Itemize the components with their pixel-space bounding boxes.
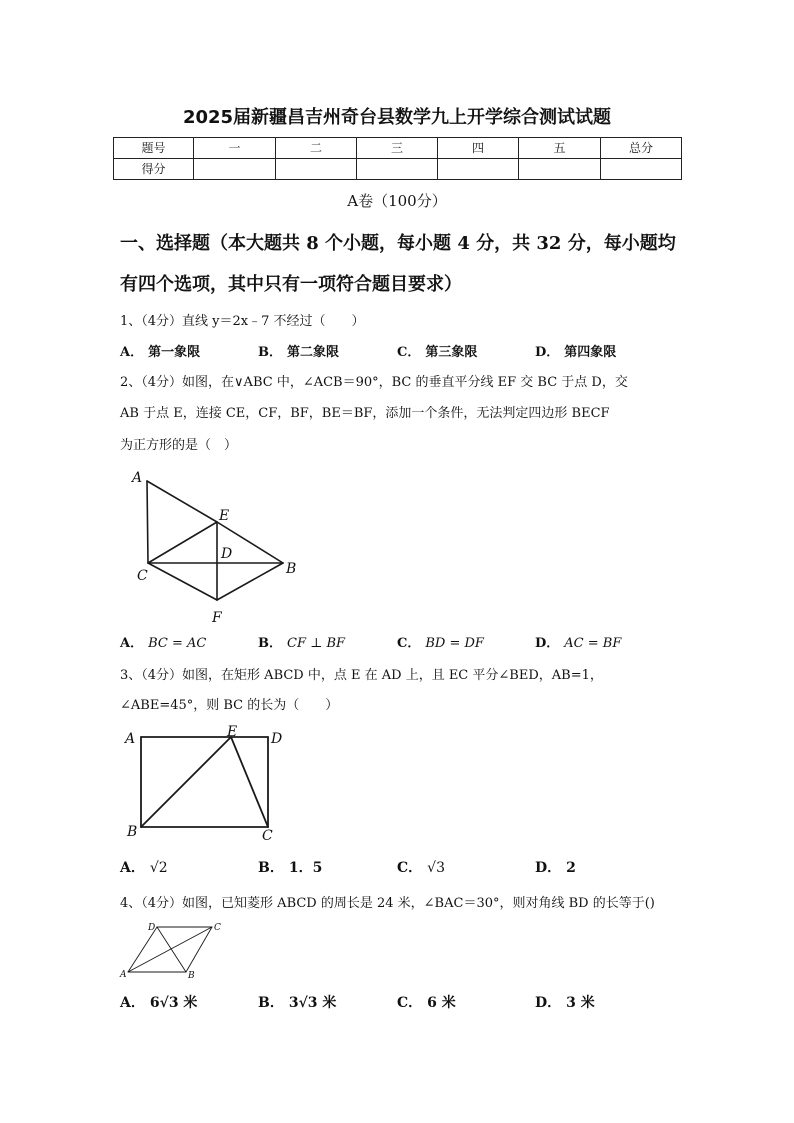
table-header-cell: 三 (357, 138, 438, 159)
option-label: A． (120, 636, 144, 651)
segment-a-c (147, 481, 148, 563)
score-cell (357, 159, 438, 180)
question-2-text-line-1: 2、（4分）如图，在∨ABC 中，∠ACB＝90°，BC 的垂直平分线 EF 交 BC 于点 D，交 (120, 375, 628, 390)
score-cell (276, 159, 357, 180)
option-label: C． (397, 345, 421, 360)
score-cell (601, 159, 682, 180)
option-label: A． (120, 860, 145, 876)
option-text: 6 米 (427, 995, 456, 1011)
segment-e-c (231, 737, 268, 827)
option-label: D． (535, 995, 562, 1011)
question-3-text-line-2: ∠ABE=45°，则 BC 的长为（ ） (120, 698, 339, 713)
question-1-option-a (120, 344, 200, 362)
question-2-option-b (258, 635, 345, 653)
question-2-text-line-3: 为正方形的是（ ） (120, 438, 238, 453)
option-text: 2 (566, 860, 576, 876)
option-text: √2 (149, 860, 168, 876)
segment-c-f (148, 563, 217, 600)
option-text: 1．5 (288, 860, 323, 876)
option-text: CF ⊥ BF (287, 636, 346, 651)
question-2-figure (118, 465, 303, 630)
option-text: √3 (427, 860, 445, 876)
point-label-c: C (262, 828, 273, 844)
question-4-figure (116, 915, 226, 983)
segment-a-d (128, 927, 157, 972)
question-3-text-line-1: 3、（4分）如图，在矩形 ABCD 中，点 E 在 AD 上，且 EC 平分∠BED，AB=1， (120, 668, 603, 683)
point-label-b: B (127, 824, 138, 840)
question-1-option-b (258, 344, 339, 362)
option-text: AC = BF (564, 636, 622, 651)
option-text: 第二象限 (287, 345, 340, 360)
option-text: BC = AC (148, 636, 207, 651)
part-heading-line-2: 有四个选项，其中只有一项符合题目要求） (120, 274, 462, 295)
section-title: A卷（100分） (347, 192, 447, 210)
point-label-b: B (188, 971, 195, 981)
table-header-cell: 五 (519, 138, 601, 159)
option-text: 3√3 米 (288, 995, 337, 1011)
score-row-label: 得分 (114, 159, 194, 180)
option-label: B． (258, 995, 284, 1011)
point-label-d: D (148, 923, 156, 933)
option-label: B． (258, 636, 282, 651)
question-4-option-a (120, 994, 197, 1012)
point-label-c: C (137, 568, 148, 584)
table-header-cell: 四 (438, 138, 519, 159)
question-2-option-a (120, 635, 206, 653)
option-label: D． (535, 345, 560, 360)
option-label: C． (397, 860, 423, 876)
option-label: A． (120, 995, 145, 1011)
question-4-option-d (535, 994, 595, 1012)
option-label: D． (535, 860, 562, 876)
table-header-cell: 二 (276, 138, 357, 159)
score-table-header-row (114, 138, 682, 159)
diagonal-d-b (157, 927, 186, 972)
segment-a-e (147, 481, 217, 522)
point-label-d: D (271, 731, 283, 747)
question-2-text-line-2: AB 于点 E，连接 CE，CF，BF，BE＝BF，添加一个条件，无法判定四边形 BECF (120, 406, 610, 421)
point-label-a: A (120, 970, 127, 980)
question-3-option-d (535, 859, 576, 877)
question-3-figure (120, 722, 285, 844)
segment-c-e (148, 522, 217, 563)
option-label: C． (397, 995, 423, 1011)
table-header-cell: 总分 (601, 138, 682, 159)
option-label: B． (258, 860, 284, 876)
option-text: 3 米 (566, 995, 595, 1011)
question-2-option-d (535, 635, 621, 653)
point-label-b: B (286, 561, 297, 577)
exam-title: 2025届新疆昌吉州奇台县数学九上开学综合测试试题 (182, 107, 612, 128)
part-heading-line-1: 一、选择题（本大题共 8 个小题，每小题 4 分，共 32 分，每小题均 (120, 233, 676, 254)
option-label: D． (535, 636, 560, 651)
question-1-text: 1、（4分）直线 y＝2x﹣7 不经过（ ） (120, 314, 365, 329)
score-table-score-row (114, 159, 682, 180)
question-3-option-c (397, 859, 445, 877)
point-label-d: D (221, 546, 233, 562)
question-2-option-c (397, 635, 484, 653)
score-cell (194, 159, 276, 180)
option-label: B． (258, 345, 282, 360)
point-label-e: E (227, 724, 238, 740)
option-text: 第三象限 (425, 345, 478, 360)
question-1-option-c (397, 344, 477, 362)
option-label: C． (397, 636, 421, 651)
question-4-option-b (258, 994, 336, 1012)
point-label-e: E (219, 508, 230, 524)
question-4-text: 4、（4分）如图，已知菱形 ABCD 的周长是 24 米，∠BAC＝30°，则对角线 BD 的长等于() (120, 896, 655, 911)
question-3-option-a (120, 859, 168, 877)
option-text: 第四象限 (564, 345, 617, 360)
option-text: 6√3 米 (149, 995, 198, 1011)
point-label-f: F (212, 610, 222, 626)
option-text: BD = DF (425, 636, 484, 651)
question-4-option-c (397, 994, 456, 1012)
table-header-label: 题号 (114, 138, 194, 159)
segment-f-b (217, 563, 283, 600)
table-header-cell: 一 (194, 138, 276, 159)
option-text: 第一象限 (148, 345, 201, 360)
option-label: A． (120, 345, 144, 360)
question-3-option-b (258, 859, 322, 877)
point-label-a: A (125, 731, 136, 747)
segment-b-e (141, 737, 231, 827)
point-label-c: C (214, 923, 221, 933)
score-table (113, 137, 682, 180)
score-cell (519, 159, 601, 180)
score-cell (438, 159, 519, 180)
point-label-a: A (132, 470, 143, 486)
question-1-option-d (535, 344, 616, 362)
